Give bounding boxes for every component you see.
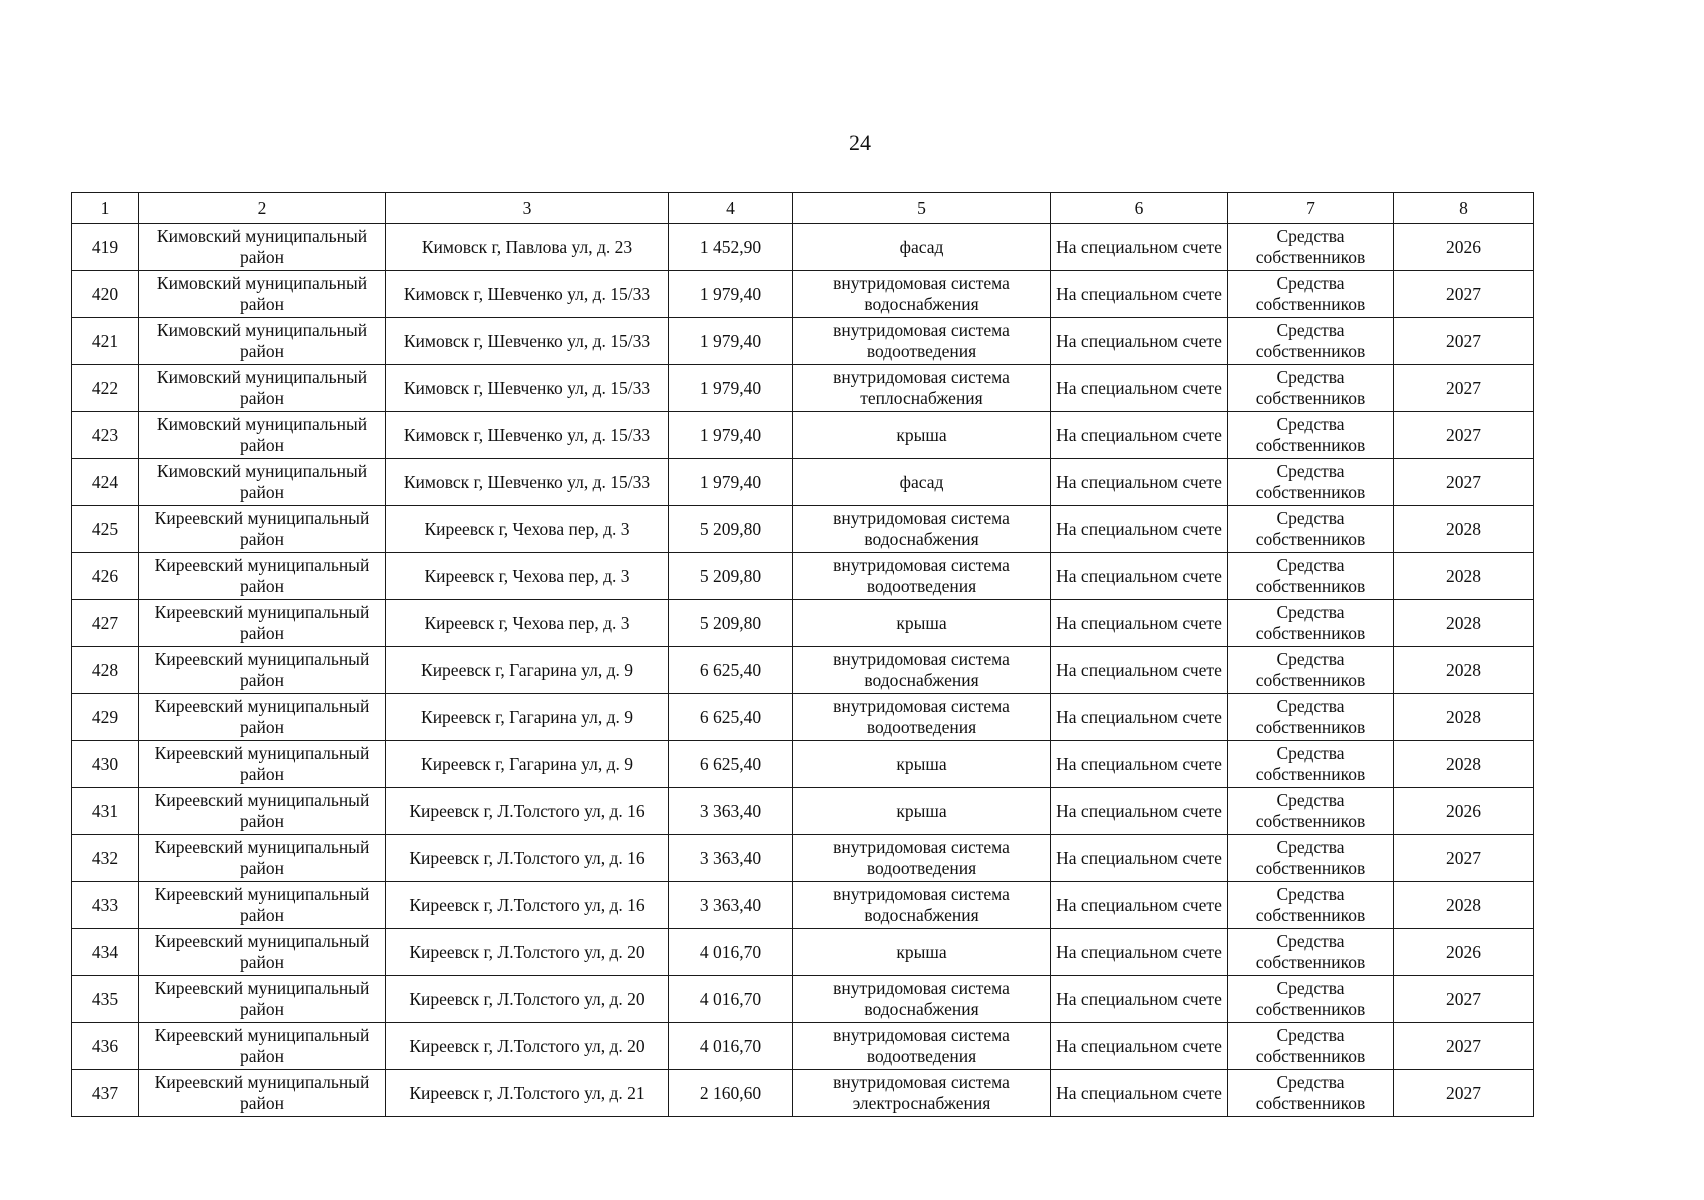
work-type-cell: внутридомовая система водоснабжения (793, 271, 1051, 318)
repair-schedule-table (71, 192, 1534, 1117)
district-cell: Киреевский муниципальный район (139, 788, 386, 835)
area-cell: 6 625,40 (669, 741, 793, 788)
table-body (72, 224, 1534, 1117)
work-type-cell: фасад (793, 224, 1051, 271)
row-number-cell: 425 (72, 506, 139, 553)
area-cell: 5 209,80 (669, 553, 793, 600)
area-cell: 4 016,70 (669, 929, 793, 976)
work-type-cell: крыша (793, 600, 1051, 647)
year-cell: 2027 (1394, 318, 1534, 365)
area-cell: 1 979,40 (669, 318, 793, 365)
column-number-row (72, 193, 1534, 224)
column-header: 3 (386, 193, 669, 224)
table-row (72, 882, 1534, 929)
area-cell: 1 979,40 (669, 365, 793, 412)
funding-source-cell: Средства собственников (1228, 459, 1394, 506)
table-row (72, 506, 1534, 553)
work-type-cell: фасад (793, 459, 1051, 506)
table-row (72, 224, 1534, 271)
account-cell: На специальном счете (1051, 788, 1228, 835)
row-number-cell: 430 (72, 741, 139, 788)
column-header: 6 (1051, 193, 1228, 224)
row-number-cell: 435 (72, 976, 139, 1023)
account-cell: На специальном счете (1051, 976, 1228, 1023)
address-cell: Киреевск г, Гагарина ул, д. 9 (386, 647, 669, 694)
table-row (72, 1070, 1534, 1117)
column-header: 8 (1394, 193, 1534, 224)
year-cell: 2026 (1394, 929, 1534, 976)
district-cell: Кимовский муниципальный район (139, 224, 386, 271)
work-type-cell: внутридомовая система водоотведения (793, 553, 1051, 600)
row-number-cell: 428 (72, 647, 139, 694)
account-cell: На специальном счете (1051, 835, 1228, 882)
funding-source-cell: Средства собственников (1228, 929, 1394, 976)
account-cell: На специальном счете (1051, 882, 1228, 929)
account-cell: На специальном счете (1051, 694, 1228, 741)
table-row (72, 835, 1534, 882)
area-cell: 2 160,60 (669, 1070, 793, 1117)
work-type-cell: крыша (793, 741, 1051, 788)
funding-source-cell: Средства собственников (1228, 271, 1394, 318)
row-number-cell: 431 (72, 788, 139, 835)
year-cell: 2027 (1394, 1023, 1534, 1070)
column-header: 1 (72, 193, 139, 224)
address-cell: Киреевск г, Л.Толстого ул, д. 16 (386, 788, 669, 835)
row-number-cell: 424 (72, 459, 139, 506)
account-cell: На специальном счете (1051, 741, 1228, 788)
table-row (72, 694, 1534, 741)
area-cell: 4 016,70 (669, 976, 793, 1023)
address-cell: Кимовск г, Шевченко ул, д. 15/33 (386, 459, 669, 506)
year-cell: 2028 (1394, 647, 1534, 694)
year-cell: 2027 (1394, 835, 1534, 882)
row-number-cell: 427 (72, 600, 139, 647)
table-row (72, 976, 1534, 1023)
district-cell: Кимовский муниципальный район (139, 271, 386, 318)
district-cell: Кимовский муниципальный район (139, 365, 386, 412)
work-type-cell: внутридомовая система водоотведения (793, 835, 1051, 882)
area-cell: 3 363,40 (669, 835, 793, 882)
column-header: 4 (669, 193, 793, 224)
account-cell: На специальном счете (1051, 1070, 1228, 1117)
address-cell: Киреевск г, Л.Толстого ул, д. 16 (386, 835, 669, 882)
district-cell: Киреевский муниципальный район (139, 882, 386, 929)
account-cell: На специальном счете (1051, 600, 1228, 647)
area-cell: 6 625,40 (669, 647, 793, 694)
district-cell: Киреевский муниципальный район (139, 741, 386, 788)
district-cell: Кимовский муниципальный район (139, 412, 386, 459)
year-cell: 2027 (1394, 365, 1534, 412)
row-number-cell: 422 (72, 365, 139, 412)
area-cell: 5 209,80 (669, 600, 793, 647)
district-cell: Киреевский муниципальный район (139, 976, 386, 1023)
address-cell: Киреевск г, Чехова пер, д. 3 (386, 600, 669, 647)
work-type-cell: внутридомовая система водоотведения (793, 694, 1051, 741)
account-cell: На специальном счете (1051, 506, 1228, 553)
year-cell: 2027 (1394, 271, 1534, 318)
address-cell: Кимовск г, Павлова ул, д. 23 (386, 224, 669, 271)
address-cell: Киреевск г, Л.Толстого ул, д. 20 (386, 929, 669, 976)
address-cell: Киреевск г, Гагарина ул, д. 9 (386, 741, 669, 788)
funding-source-cell: Средства собственников (1228, 788, 1394, 835)
work-type-cell: крыша (793, 412, 1051, 459)
table-row (72, 365, 1534, 412)
year-cell: 2026 (1394, 788, 1534, 835)
area-cell: 1 979,40 (669, 271, 793, 318)
table-row (72, 929, 1534, 976)
funding-source-cell: Средства собственников (1228, 882, 1394, 929)
district-cell: Кимовский муниципальный район (139, 318, 386, 365)
table-row (72, 553, 1534, 600)
column-header: 5 (793, 193, 1051, 224)
address-cell: Киреевск г, Чехова пер, д. 3 (386, 506, 669, 553)
year-cell: 2027 (1394, 459, 1534, 506)
row-number-cell: 421 (72, 318, 139, 365)
district-cell: Киреевский муниципальный район (139, 506, 386, 553)
account-cell: На специальном счете (1051, 271, 1228, 318)
funding-source-cell: Средства собственников (1228, 835, 1394, 882)
row-number-cell: 434 (72, 929, 139, 976)
account-cell: На специальном счете (1051, 318, 1228, 365)
table-row (72, 412, 1534, 459)
district-cell: Киреевский муниципальный район (139, 1023, 386, 1070)
column-header: 7 (1228, 193, 1394, 224)
district-cell: Киреевский муниципальный район (139, 553, 386, 600)
account-cell: На специальном счете (1051, 647, 1228, 694)
work-type-cell: крыша (793, 788, 1051, 835)
row-number-cell: 437 (72, 1070, 139, 1117)
row-number-cell: 423 (72, 412, 139, 459)
district-cell: Киреевский муниципальный район (139, 1070, 386, 1117)
funding-source-cell: Средства собственников (1228, 1070, 1394, 1117)
area-cell: 5 209,80 (669, 506, 793, 553)
year-cell: 2028 (1394, 600, 1534, 647)
row-number-cell: 426 (72, 553, 139, 600)
year-cell: 2028 (1394, 741, 1534, 788)
table-row (72, 271, 1534, 318)
account-cell: На специальном счете (1051, 553, 1228, 600)
table-row (72, 459, 1534, 506)
funding-source-cell: Средства собственников (1228, 741, 1394, 788)
address-cell: Киреевск г, Чехова пер, д. 3 (386, 553, 669, 600)
work-type-cell: внутридомовая система водоотведения (793, 1023, 1051, 1070)
area-cell: 6 625,40 (669, 694, 793, 741)
address-cell: Кимовск г, Шевченко ул, д. 15/33 (386, 271, 669, 318)
funding-source-cell: Средства собственников (1228, 976, 1394, 1023)
work-type-cell: внутридомовая система электроснабжения (793, 1070, 1051, 1117)
funding-source-cell: Средства собственников (1228, 647, 1394, 694)
district-cell: Киреевский муниципальный район (139, 600, 386, 647)
table-row (72, 1023, 1534, 1070)
account-cell: На специальном счете (1051, 365, 1228, 412)
account-cell: На специальном счете (1051, 224, 1228, 271)
funding-source-cell: Средства собственников (1228, 365, 1394, 412)
year-cell: 2028 (1394, 694, 1534, 741)
address-cell: Киреевск г, Гагарина ул, д. 9 (386, 694, 669, 741)
district-cell: Киреевский муниципальный район (139, 929, 386, 976)
year-cell: 2027 (1394, 1070, 1534, 1117)
address-cell: Киреевск г, Л.Толстого ул, д. 21 (386, 1070, 669, 1117)
funding-source-cell: Средства собственников (1228, 318, 1394, 365)
funding-source-cell: Средства собственников (1228, 224, 1394, 271)
district-cell: Кимовский муниципальный район (139, 459, 386, 506)
funding-source-cell: Средства собственников (1228, 412, 1394, 459)
year-cell: 2027 (1394, 412, 1534, 459)
column-header: 2 (139, 193, 386, 224)
funding-source-cell: Средства собственников (1228, 506, 1394, 553)
table-row (72, 318, 1534, 365)
area-cell: 1 979,40 (669, 412, 793, 459)
year-cell: 2028 (1394, 882, 1534, 929)
account-cell: На специальном счете (1051, 929, 1228, 976)
address-cell: Кимовск г, Шевченко ул, д. 15/33 (386, 412, 669, 459)
table-row (72, 741, 1534, 788)
row-number-cell: 436 (72, 1023, 139, 1070)
work-type-cell: внутридомовая система водоснабжения (793, 976, 1051, 1023)
funding-source-cell: Средства собственников (1228, 600, 1394, 647)
area-cell: 4 016,70 (669, 1023, 793, 1070)
row-number-cell: 420 (72, 271, 139, 318)
work-type-cell: внутридомовая система водоснабжения (793, 647, 1051, 694)
page-number: 24 (849, 130, 871, 155)
work-type-cell: внутридомовая система теплоснабжения (793, 365, 1051, 412)
address-cell: Киреевск г, Л.Толстого ул, д. 20 (386, 1023, 669, 1070)
funding-source-cell: Средства собственников (1228, 553, 1394, 600)
year-cell: 2026 (1394, 224, 1534, 271)
district-cell: Киреевский муниципальный район (139, 647, 386, 694)
address-cell: Киреевск г, Л.Толстого ул, д. 16 (386, 882, 669, 929)
work-type-cell: внутридомовая система водоснабжения (793, 506, 1051, 553)
year-cell: 2028 (1394, 553, 1534, 600)
row-number-cell: 432 (72, 835, 139, 882)
district-cell: Киреевский муниципальный район (139, 694, 386, 741)
area-cell: 1 979,40 (669, 459, 793, 506)
work-type-cell: внутридомовая система водоотведения (793, 318, 1051, 365)
funding-source-cell: Средства собственников (1228, 1023, 1394, 1070)
address-cell: Киреевск г, Л.Толстого ул, д. 20 (386, 976, 669, 1023)
account-cell: На специальном счете (1051, 1023, 1228, 1070)
work-type-cell: крыша (793, 929, 1051, 976)
row-number-cell: 433 (72, 882, 139, 929)
table-row (72, 788, 1534, 835)
year-cell: 2028 (1394, 506, 1534, 553)
row-number-cell: 419 (72, 224, 139, 271)
year-cell: 2027 (1394, 976, 1534, 1023)
area-cell: 1 452,90 (669, 224, 793, 271)
account-cell: На специальном счете (1051, 412, 1228, 459)
area-cell: 3 363,40 (669, 788, 793, 835)
table-row (72, 647, 1534, 694)
row-number-cell: 429 (72, 694, 139, 741)
area-cell: 3 363,40 (669, 882, 793, 929)
work-type-cell: внутридомовая система водоснабжения (793, 882, 1051, 929)
table-row (72, 600, 1534, 647)
account-cell: На специальном счете (1051, 459, 1228, 506)
address-cell: Кимовск г, Шевченко ул, д. 15/33 (386, 365, 669, 412)
address-cell: Кимовск г, Шевченко ул, д. 15/33 (386, 318, 669, 365)
funding-source-cell: Средства собственников (1228, 694, 1394, 741)
district-cell: Киреевский муниципальный район (139, 835, 386, 882)
